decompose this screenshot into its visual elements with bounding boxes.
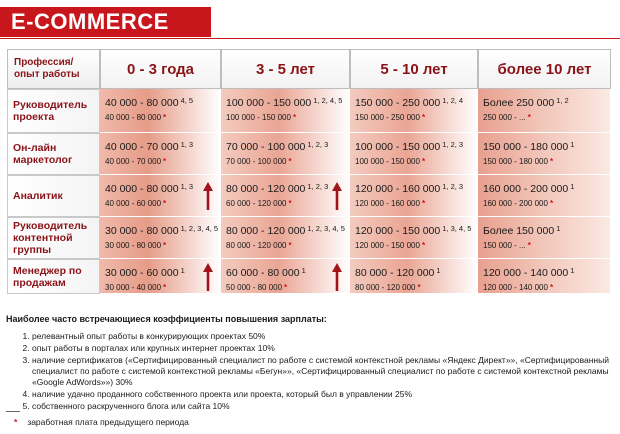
title-rule [0,38,620,39]
salary-range-text: 30 000 - 80 000 [105,225,179,237]
footnote-marker: * [549,283,554,292]
salary-range-text: 60 000 - 80 000 [226,267,300,279]
salary-cell [478,89,611,133]
previous-range-text: 120 000 - 160 000 [355,199,420,208]
previous-range [226,113,296,122]
salary-range-text: 40 000 - 80 000 [105,183,179,195]
factor-refs: 1, 2 [556,96,569,105]
note-item: 4. наличие удачно проданного собственного проекта или проекта, который был в управлении 25% [32,389,612,400]
salary-cell [100,175,221,217]
salary-range-text: 80 000 - 120 000 [226,183,306,195]
footnote [14,417,189,427]
factor-refs: 1, 3, 4, 5 [442,224,472,233]
footnote-text: заработная плата предыдущего периода [27,417,189,427]
previous-range [226,199,292,208]
column-header: 5 - 10 лет [350,49,478,89]
previous-range-text: 40 000 - 60 000 [105,199,162,208]
up-arrow-icon [332,182,342,210]
salary-range-text: 80 000 - 120 000 [226,225,306,237]
salary-range-text: 120 000 - 160 000 [355,183,441,195]
previous-range [483,113,531,122]
salary-range [355,97,463,109]
factor-refs: 4, 5 [180,96,194,105]
salary-range [483,267,574,279]
footnote-marker: * [549,199,554,208]
salary-cell [350,133,478,175]
salary-range [105,97,193,109]
salary-range-text: 160 000 - 200 000 [483,183,569,195]
salary-cell [350,175,478,217]
salary-cell [478,259,611,294]
up-arrow-icon [203,263,213,291]
salary-cell [350,259,478,294]
salary-cell [350,89,478,133]
salary-range [226,141,328,153]
factor-refs: 1, 2, 3 [307,182,329,191]
previous-range [355,113,425,122]
footnote-marker: * [163,157,167,166]
previous-range-text: 30 000 - 80 000 [105,241,162,250]
salary-range-text: 150 000 - 250 000 [355,97,441,109]
factor-refs: 1, 3 [180,140,194,149]
previous-range [483,157,553,166]
previous-range [105,199,166,208]
salary-cell [221,259,350,294]
corner-label: Профессия/ опыт работы [7,49,100,89]
salary-range-text: 40 000 - 70 000 [105,141,179,153]
factor-refs: 1, 2, 3, 4, 5 [180,224,219,233]
previous-range [355,199,425,208]
previous-range [483,241,531,250]
row-label: Руководитель контентной группы [7,217,100,259]
footnote-marker: * [417,283,421,292]
section-title: E-COMMERCE [0,7,211,37]
factor-refs: 1, 2, 3, 4, 5 [307,224,345,233]
notes-section [6,314,612,413]
salary-cell [478,217,611,259]
previous-range [355,241,425,250]
row-label: Он-лайн маркетолог [7,133,100,175]
factor-refs: 1 [556,224,561,233]
salary-range-text: 80 000 - 120 000 [355,267,435,279]
notes-list [6,331,612,412]
footnote-marker: * [288,199,292,208]
note-item: 5. собственного раскрученного блога или сайта 10% [32,401,612,412]
salary-cell [478,175,611,217]
footnote-marker: * [421,113,426,122]
footnote-marker: * [421,199,426,208]
salary-range [226,267,306,279]
footnote-marker: * [163,241,167,250]
previous-range-text: 80 000 - 120 000 [355,283,416,292]
column-header: 3 - 5 лет [221,49,350,89]
previous-range [105,113,166,122]
salary-range [355,225,471,237]
salary-cell [100,133,221,175]
footnote-star: * [14,417,18,427]
footnote-marker: * [549,157,554,166]
factor-refs: 1, 2, 3 [442,182,464,191]
previous-range [355,283,421,292]
footnote-marker: * [527,113,531,122]
salary-table [7,49,611,294]
row-label: Менеджер по продажам [7,259,100,294]
salary-range [355,183,463,195]
previous-range-text: 50 000 - 80 000 [226,283,283,292]
salary-range [105,141,193,153]
footnote-marker: * [288,157,292,166]
factor-refs: 1, 2, 4 [442,96,464,105]
notes-title: Наиболее часто встречающиеся коэффициенты повышения зарплаты: [6,314,327,324]
footnote-marker: * [163,283,167,292]
salary-range-text: 150 000 - 180 000 [483,141,569,153]
salary-range [483,225,560,237]
salary-range [105,225,218,237]
previous-range [355,157,425,166]
factor-refs: 1 [570,140,575,149]
salary-cell [100,89,221,133]
previous-range-text: 150 000 - 250 000 [355,113,420,122]
salary-cell [478,133,611,175]
salary-range [105,267,185,279]
previous-range-text: 30 000 - 40 000 [105,283,162,292]
previous-range-text: 60 000 - 120 000 [226,199,287,208]
previous-range [105,241,166,250]
salary-range-text: 30 000 - 60 000 [105,267,179,279]
salary-range-text: 100 000 - 150 000 [355,141,441,153]
footnote-marker: * [292,113,297,122]
previous-range [226,283,287,292]
factor-refs: 1 [570,182,575,191]
previous-range-text: 100 000 - 150 000 [226,113,291,122]
previous-range [105,157,166,166]
salary-range [226,225,345,237]
previous-range [226,241,292,250]
row-label: Аналитик [7,175,100,217]
up-arrow-icon [203,182,213,210]
footnote-marker: * [527,241,531,250]
salary-range-text: Более 250 000 [483,97,555,109]
salary-cell [221,89,350,133]
salary-range-text: 120 000 - 150 000 [355,225,441,237]
salary-cell [350,217,478,259]
previous-range-text: 160 000 - 200 000 [483,199,548,208]
note-item: 2. опыт работы в порталах или крупных интернет проектах 10% [32,343,612,354]
previous-range-text: 120 000 - 150 000 [355,241,420,250]
factor-refs: 1, 3 [180,182,194,191]
factor-refs: 1 [570,266,575,275]
factor-refs: 1, 2, 4, 5 [313,96,343,105]
footnote-marker: * [421,157,426,166]
salary-range-text: 100 000 - 150 000 [226,97,312,109]
previous-range-text: 150 000 - 180 000 [483,157,548,166]
footnote-marker: * [421,241,426,250]
footnote-rule [6,411,20,412]
salary-range [226,183,328,195]
salary-cell [100,217,221,259]
salary-cell [221,175,350,217]
salary-range [355,141,463,153]
previous-range-text: 250 000 - ... [483,113,526,122]
footnote-marker: * [163,199,167,208]
column-header: 0 - 3 года [100,49,221,89]
previous-range [483,283,553,292]
salary-range-text: 70 000 - 100 000 [226,141,306,153]
salary-range [105,183,193,195]
previous-range-text: 100 000 - 150 000 [355,157,420,166]
salary-range [483,183,574,195]
previous-range-text: 70 000 - 100 000 [226,157,287,166]
salary-range-text: 120 000 - 140 000 [483,267,569,279]
salary-range [226,97,342,109]
footnote-marker: * [284,283,288,292]
previous-range-text: 40 000 - 80 000 [105,113,162,122]
up-arrow-icon [332,263,342,291]
factor-refs: 1, 2, 3 [307,140,329,149]
note-item: 3. наличие сертификатов («Сертифицированный специалист по работе с системой контекстной рекламы «Яндекс Директ»», «Сертифицированный специалист по работе с системой контекстной рекламы «Бегун»», «Сертифицированный специалист по работе с системой контекстной рекламы «Google AdWords»») 30% [32,355,612,388]
salary-range [355,267,441,279]
column-header: более 10 лет [478,49,611,89]
row-label: Руководитель проекта [7,89,100,133]
factor-refs: 1 [180,266,185,275]
salary-cell [100,259,221,294]
salary-range [483,97,569,109]
previous-range [483,199,553,208]
note-item: 1. релевантный опыт работы в конкурирующих проектах 50% [32,331,612,342]
previous-range [226,157,292,166]
salary-cell [221,133,350,175]
salary-range-text: Более 150 000 [483,225,555,237]
salary-range [483,141,574,153]
factor-refs: 1 [436,266,441,275]
footnote-marker: * [163,113,167,122]
factor-refs: 1, 2, 3 [442,140,464,149]
salary-cell [221,217,350,259]
previous-range-text: 120 000 - 140 000 [483,283,548,292]
salary-range-text: 40 000 - 80 000 [105,97,179,109]
previous-range-text: 40 000 - 70 000 [105,157,162,166]
footnote-marker: * [288,241,292,250]
previous-range-text: 80 000 - 120 000 [226,241,287,250]
factor-refs: 1 [301,266,306,275]
previous-range-text: 150 000 - ... [483,241,526,250]
previous-range [105,283,166,292]
